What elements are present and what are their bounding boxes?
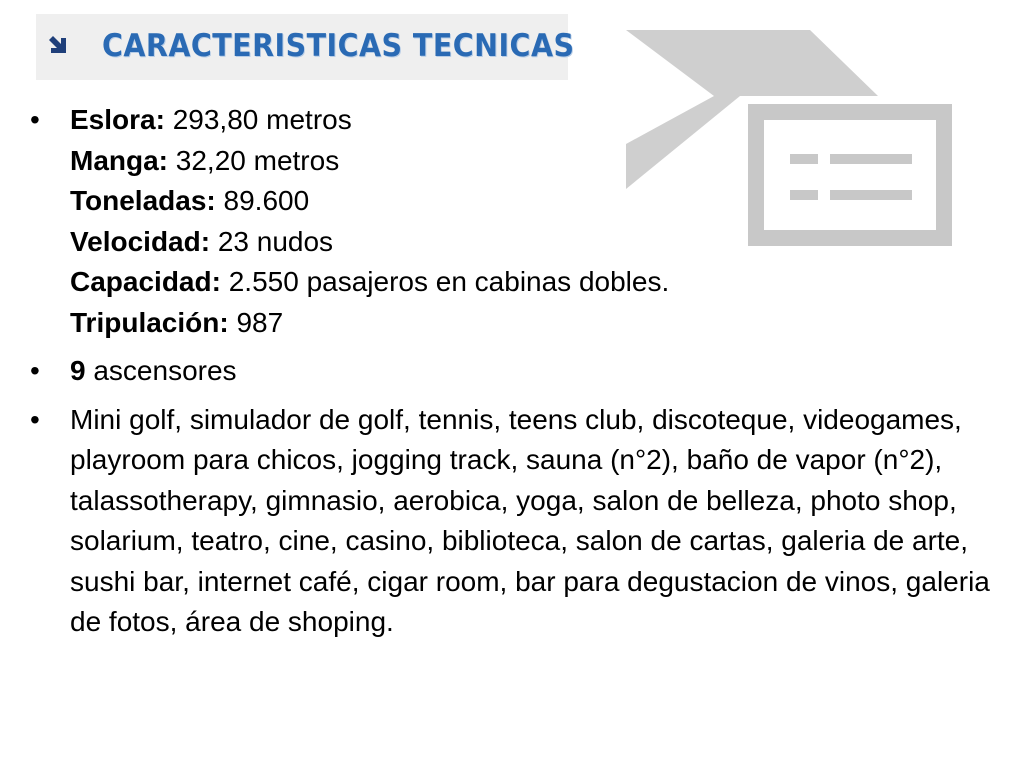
elevators-count: 9 [70,355,86,386]
spec-line [70,262,990,303]
content-list [30,100,990,651]
spec-value: 987 [228,306,284,338]
header-banner [36,14,575,80]
elevators-text [70,351,990,392]
spec-label: Toneladas: [70,185,216,216]
bullet: • [30,403,40,435]
spec-label: Eslora: [70,104,165,135]
spec-label: Velocidad: [70,225,211,257]
spec-value: 32,20 metros [168,144,340,176]
header-title: CARACTERISTICAS TECNICAS [102,28,575,64]
spec-value: 89.600 [215,185,310,216]
elevators-label: ascensores [85,355,237,386]
spec-line [70,141,990,182]
arrow-down-right-icon [46,34,70,58]
spec-label: Tripulación: [70,306,229,338]
list-item-specs [30,100,990,343]
spec-line [70,100,990,141]
spec-line [70,303,990,344]
spec-value: 23 nudos [210,225,334,257]
bullet: • [30,355,40,386]
spec-line [70,222,990,263]
spec-label: Manga: [70,144,168,176]
list-item-amenities [30,400,990,643]
spec-line [70,181,990,222]
list-item-elevators [30,351,990,392]
spec-value: 293,80 metros [164,104,352,135]
bullet: • [30,104,40,135]
amenities-text: Mini golf, simulador de golf, tennis, teens club, discoteque, videogames, playroom para chicos, jogging track, sauna (n°2), baño de vapor (n°2), talassotherapy, gimnasio, aerobica, yoga, salon de belleza, photo shop, solarium, teatro, cine, casino, biblioteca, salon de cartas, galeria de arte, sushi bar, internet café, cigar room, bar para degustacion de vinos, galeria de fotos, área de shoping. [70,403,990,637]
spec-value: 2.550 pasajeros en cabinas dobles. [220,266,670,297]
spec-label: Capacidad: [70,266,221,297]
